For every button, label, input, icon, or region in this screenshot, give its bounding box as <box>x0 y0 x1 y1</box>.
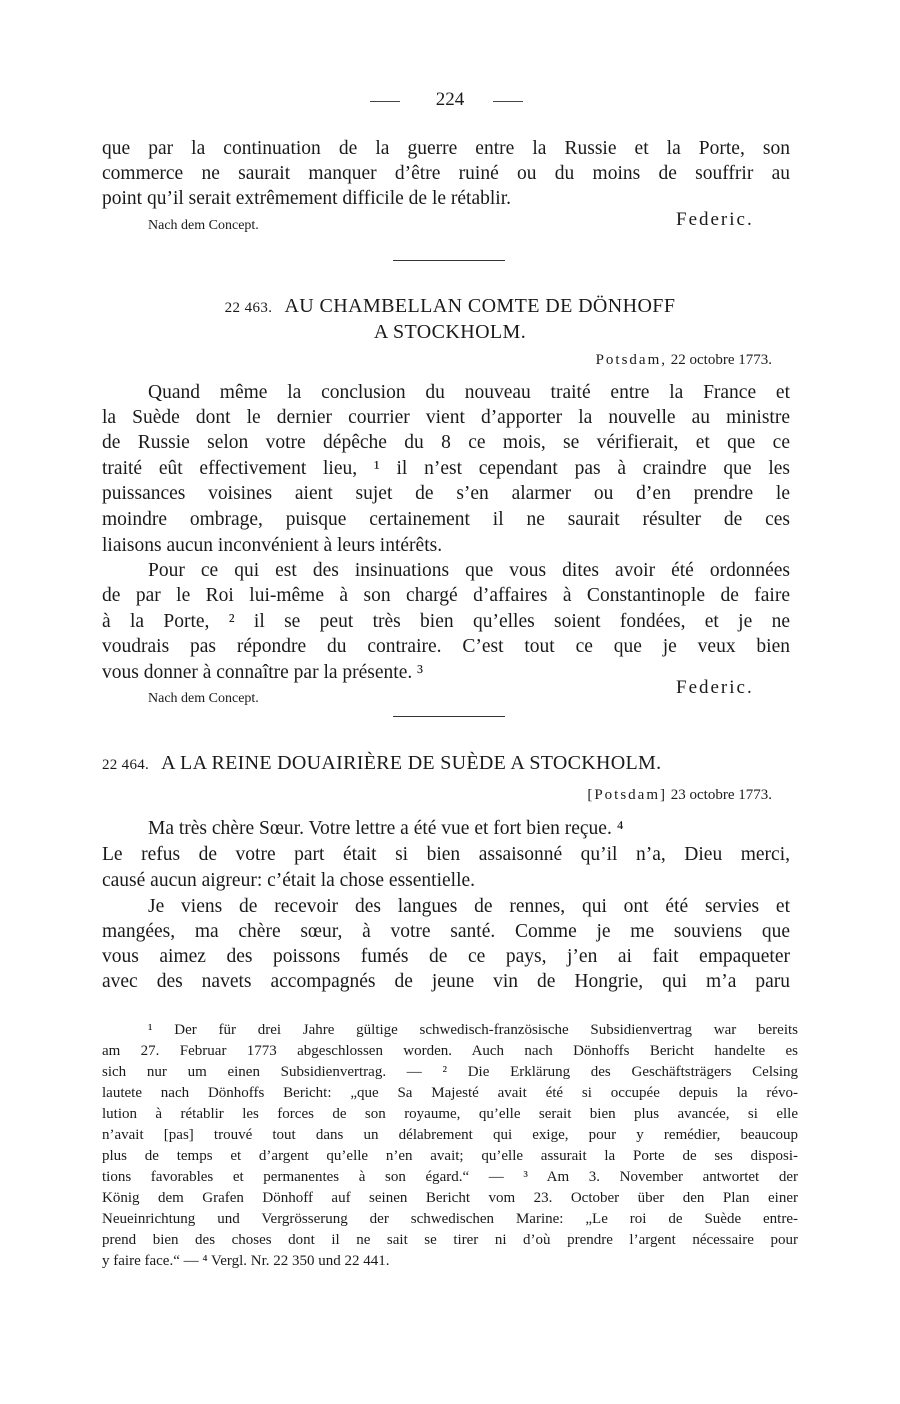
footnote-line: lautete nach Dönhoffs Bericht: „que Sa Majesté avait été si occupée depuis la révo- <box>102 1085 798 1101</box>
footnote-line: y faire face.“ — ⁴ Vergl. Nr. 22 350 und 22 441. <box>102 1253 390 1269</box>
section-divider <box>393 260 505 261</box>
footnote-line: n’avait [pas] trouvé tout dans un délabrement qui exige, pour y remédier, beaucoup <box>102 1127 798 1143</box>
letter-addressee: AU CHAMBELLAN COMTE DE DÖNHOFF <box>284 295 676 317</box>
dateline-date: 22 octobre 1773. <box>670 352 772 368</box>
text-line: point qu’il serait extrêmement difficile de le rétablir. <box>102 188 511 209</box>
footnote-line: plus de temps et d’argent qu’elle n’en avait; qu’elle assurait la Porte de ses disposi- <box>102 1148 798 1164</box>
text-line: que par la continuation de la guerre entre la Russie et la Porte, son <box>102 138 790 159</box>
text-line: Pour ce qui est des insinuations que vous dites avoir été ordonnées <box>148 560 790 581</box>
dateline-date: 23 octobre 1773. <box>670 787 772 803</box>
text-line: commerce ne saurait manquer d’être ruiné ou du moins de souffrir au <box>102 163 790 184</box>
text-line: Le refus de votre part était si bien assaisonné qu’il n’a, Dieu merci, <box>102 844 790 865</box>
footnote-line: tions favorables et permanentes à son égard.“ — ³ Am 3. November antwortet der <box>102 1169 798 1185</box>
text-line: Je viens de recevoir des langues de rennes, qui ont été servies et <box>148 896 790 917</box>
dateline-place: [Potsdam] <box>587 787 668 803</box>
text-line: Ma très chère Sœur. Votre lettre a été vue et fort bien reçue. ⁴ <box>148 818 624 839</box>
text-line: mangées, ma chère sœur, à votre santé. Comme je me souviens que <box>102 921 790 942</box>
letter-addressee: A LA REINE DOUAIRIÈRE DE SUÈDE A STOCKHOLM. <box>161 752 662 774</box>
footnote-line: am 27. Februar 1773 abgeschlossen worden. Auch nach Dönhoffs Bericht handelte es <box>102 1043 798 1059</box>
letter-heading <box>0 295 900 318</box>
text-line: puissances voisines aient sujet de s’en alarmer ou d’en prendre le <box>102 483 790 504</box>
text-line: voudrais pas répondre du contraire. C’est tout ce que je veux bien <box>102 636 790 657</box>
footnote-line: ¹ Der für drei Jahre gültige schwedisch-französische Subsidienvertrag war bereits <box>148 1022 798 1038</box>
dateline-place: Potsdam, <box>595 352 668 368</box>
footnote-line: sich nur um einen Subsidienvertrag. — ² Die Erklärung des Geschäftsträgers Celsing <box>102 1064 798 1080</box>
text-line: liaisons aucun inconvénient à leurs intérêts. <box>102 535 443 556</box>
text-line: à la Porte, ² il se peut très bien qu’elles soient fondées, et je ne <box>102 611 790 632</box>
letter-heading <box>102 752 661 775</box>
section-divider <box>393 716 505 717</box>
footnote-line: König dem Grafen Dönhoff auf seinen Bericht vom 23. October über den Plan einer <box>102 1190 798 1206</box>
letter-number: 22 463. <box>224 300 273 316</box>
signature: Federic. <box>676 209 754 230</box>
text-line: de Russie selon votre dépêche du 8 ce mois, se vérifierait, et que ce <box>102 432 790 453</box>
source-note: Nach dem Concept. <box>148 218 259 233</box>
footnote-line: lution à rétablir les forces de son royaume, qu’elle serait bien plus avancée, si elle <box>102 1106 798 1122</box>
source-note: Nach dem Concept. <box>148 691 259 706</box>
letter-number: 22 464. <box>102 757 150 773</box>
dateline <box>596 352 772 369</box>
text-line: traité eût effectivement lieu, ¹ il n’est cependant pas à craindre que les <box>102 458 790 479</box>
text-line: la Suède dont le dernier courrier vient d’apporter la nouvelle au ministre <box>102 407 790 428</box>
text-line: avec des navets accompagnés de jeune vin de Hongrie, qui m’a paru <box>102 971 790 992</box>
footnote-line: prend bien des choses dont il ne sait se tirer ni d’où prendre l’argent nécessaire pour <box>102 1232 798 1248</box>
text-line: moindre ombrage, puisque certainement il ne saurait résulter de ces <box>102 509 790 530</box>
signature: Federic. <box>676 677 754 698</box>
text-line: Quand même la conclusion du nouveau traité entre la France et <box>148 382 790 403</box>
dateline <box>587 787 772 804</box>
text-line: de par le Roi lui-même à son chargé d’affaires à Constantinople de faire <box>102 585 790 606</box>
text-line: causé aucun aigreur: c’était la chose essentielle. <box>102 870 476 891</box>
header-dash-right <box>493 101 523 102</box>
text-line: vous donner à connaître par la présente. ³ <box>102 662 423 683</box>
text-line: vous aimez des poissons fumés de ce pays, j’en ai fait empaqueter <box>102 946 790 967</box>
footnote-line: Neueinrichtung und Vergrösserung der schwedischen Marine: „Le roi de Suède entre- <box>102 1211 798 1227</box>
letter-addressee-line2: A STOCKHOLM. <box>373 321 527 343</box>
page-number: 224 <box>435 89 465 110</box>
